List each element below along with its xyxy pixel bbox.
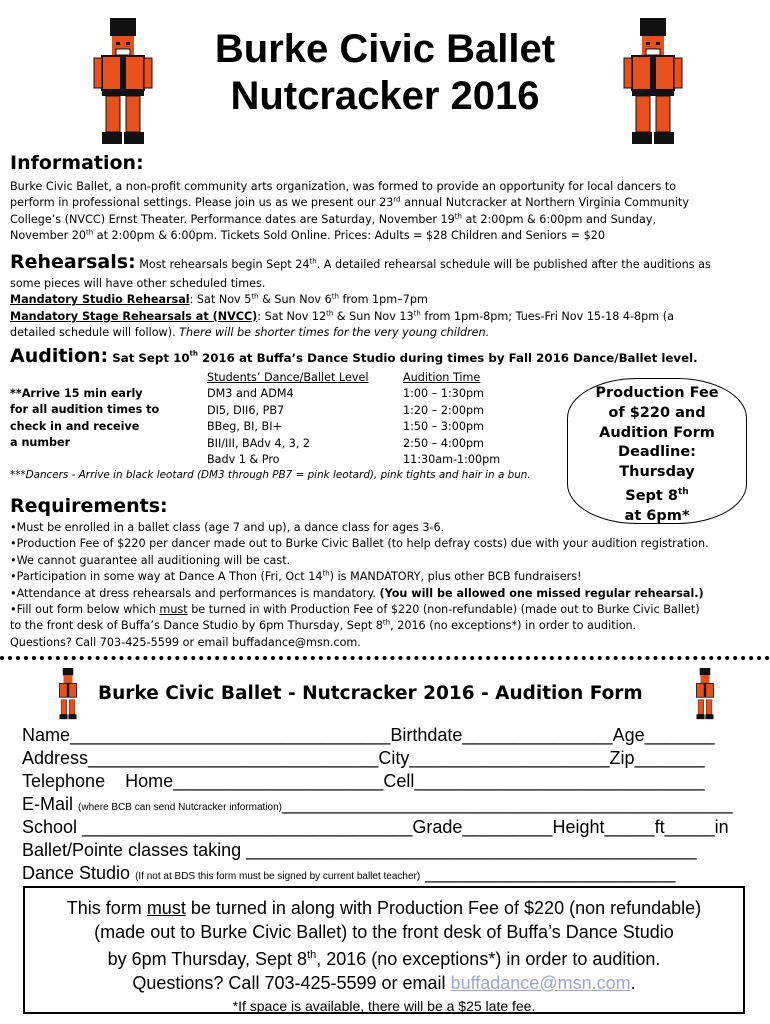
nutcracker-left-icon: [92, 18, 154, 146]
classes-field[interactable]: Ballet/Pointe classes taking _____________________________________________: [22, 840, 697, 860]
rehearsals-section: Rehearsals: Most rehearsals begin Sept 24th. A detailed rehearsal schedule will be published after the auditions as some pieces will have other scheduled times. Mandatory Studio Rehearsal: Sat Nov 5th & Sun Nov 6th from 1pm–7pm Mandatory Stage Rehearsals at (NVCC): Sat Nov 12th & Sun Nov 13th from 1pm-8pm; Tues-Fri Nov 15-18 4-8pm (a detailed schedule will follow). There will be shorter times for the very young children.: [10, 251, 711, 340]
email-link[interactable]: buffadance@msn.com: [450, 972, 631, 993]
information-heading: Information:: [10, 152, 144, 174]
title-line1: Burke Civic Ballet: [214, 27, 556, 71]
nutcracker-form-right-icon: [692, 668, 718, 720]
level-header: Students’ Dance/Ballet Level: [207, 371, 369, 384]
level-column: Students’ Dance/Ballet Level DM3 and ADM4 DI5, DII6, PB7 BBeg, BI, BI+ BII/III, BAdv 4, 3, 2 Badv 1 & Pro: [207, 371, 369, 467]
time-column: Audition Time 1:00 – 1:30pm 1:20 – 2:00pm 1:50 – 3:00pm 2:50 – 4:00pm 11:30am-1:00pm: [403, 371, 501, 467]
production-fee-box: Production Fee of $220 and Audition Form Deadline: Thursday Sept 8th at 6pm*: [567, 378, 747, 524]
school-field[interactable]: School _________________________________Grade_________Height_____ft_____in: [22, 817, 729, 837]
dance-studio-field[interactable]: Dance Studio (If not at BDS this form must be signed by current ballet teacher) _________________________: [22, 863, 676, 883]
dress-note: ***Dancers - Arrive in black leotard (DM3 through PB7 = pink leotard), pink tights and hair in a bun.: [10, 469, 531, 481]
address-field[interactable]: Address_____________________________City____________________Zip_______: [22, 748, 705, 768]
form-title: Burke Civic Ballet - Nutcracker 2016 - Audition Form: [98, 683, 643, 704]
nutcracker-right-icon: [622, 18, 684, 146]
audition-heading: Audition:: [10, 345, 109, 367]
studio-rehearsal-label: Mandatory Studio Rehearsal: [10, 293, 190, 307]
name-field[interactable]: Name________________________________Birthdate_______________Age_______: [22, 725, 715, 745]
stage-rehearsal-label: Mandatory Stage Rehearsals at (NVCC): [10, 309, 258, 323]
requirements-list: •Must be enrolled in a ballet class (age 7 and up), a dance class for ages 3-6. •Production Fee of $220 per dancer made out to Burke Civic Ballet (to help defray costs) due with your audition registration. •We cannot guarantee all auditioning will be cast. •Participation in some way at Dance A Thon (Fri, Oct 14th) is MANDATORY, plus other BCB fundraisers! •Attendance at dress rehearsals and performances is mandatory. (You will be allowed one missed regular rehearsal.) •Fill out form below which must be turned in with Production Fee of $220 (non-refundable) (made out to Burke Civic Ballet) to the front desk of Buffa’s Dance Studio by 6pm Thursday, Sept 8th, 2016 (no exceptions*) in order to audition. Questions? Call 703-425-5599 or email buffadance@msn.com.: [10, 521, 709, 649]
information-text: Burke Civic Ballet, a non-profit community arts organization, was formed to provide an opportunity for local dancers to perform in professional settings. Please join us as we present our 23rd annual Nutcracker at Northern Virginia Community College’s (NVCC) Ernst Theater. Performance dates are Saturday, November 19th at 2:00pm & 6:00pm and Sunday, November 20th at 2:00pm & 6:00pm. Tickets Sold Online. Prices: Adults = $28 Children and Seniors = $20: [10, 180, 689, 243]
audition-heading-row: Audition: Sat Sept 10th 2016 at Buffa’s Dance Studio during times by Fall 2016 Dance/Ballet level.: [10, 345, 698, 367]
page-title: [170, 26, 600, 120]
title-line2: Nutcracker 2016: [230, 74, 540, 118]
bottom-notice-box: This form must be turned in along with Production Fee of $220 (non refundable) (made out to Burke Civic Ballet) to the front desk of Buffa’s Dance Studio by 6pm Thursday, Sept 8th, 2016 (no exceptions*) in order to audition. Questions? Call 703-425-5599 or email buffadance@msn.com. *If space is available, there will be a $25 late fee.: [23, 886, 745, 1014]
nutcracker-form-left-icon: [55, 668, 81, 720]
rehearsals-heading: Rehearsals:: [10, 251, 136, 273]
cut-line: [0, 656, 770, 660]
email-field[interactable]: E-Mail (where BCB can send Nutcracker information)_____________________________________________: [22, 794, 733, 814]
requirements-heading: Requirements:: [10, 495, 168, 517]
telephone-field[interactable]: Telephone Home_____________________Cell_____________________________: [22, 771, 705, 791]
time-header: Audition Time: [403, 371, 481, 384]
arrive-note: **Arrive 15 min early for all audition times to check in and receive a number: [10, 387, 160, 450]
